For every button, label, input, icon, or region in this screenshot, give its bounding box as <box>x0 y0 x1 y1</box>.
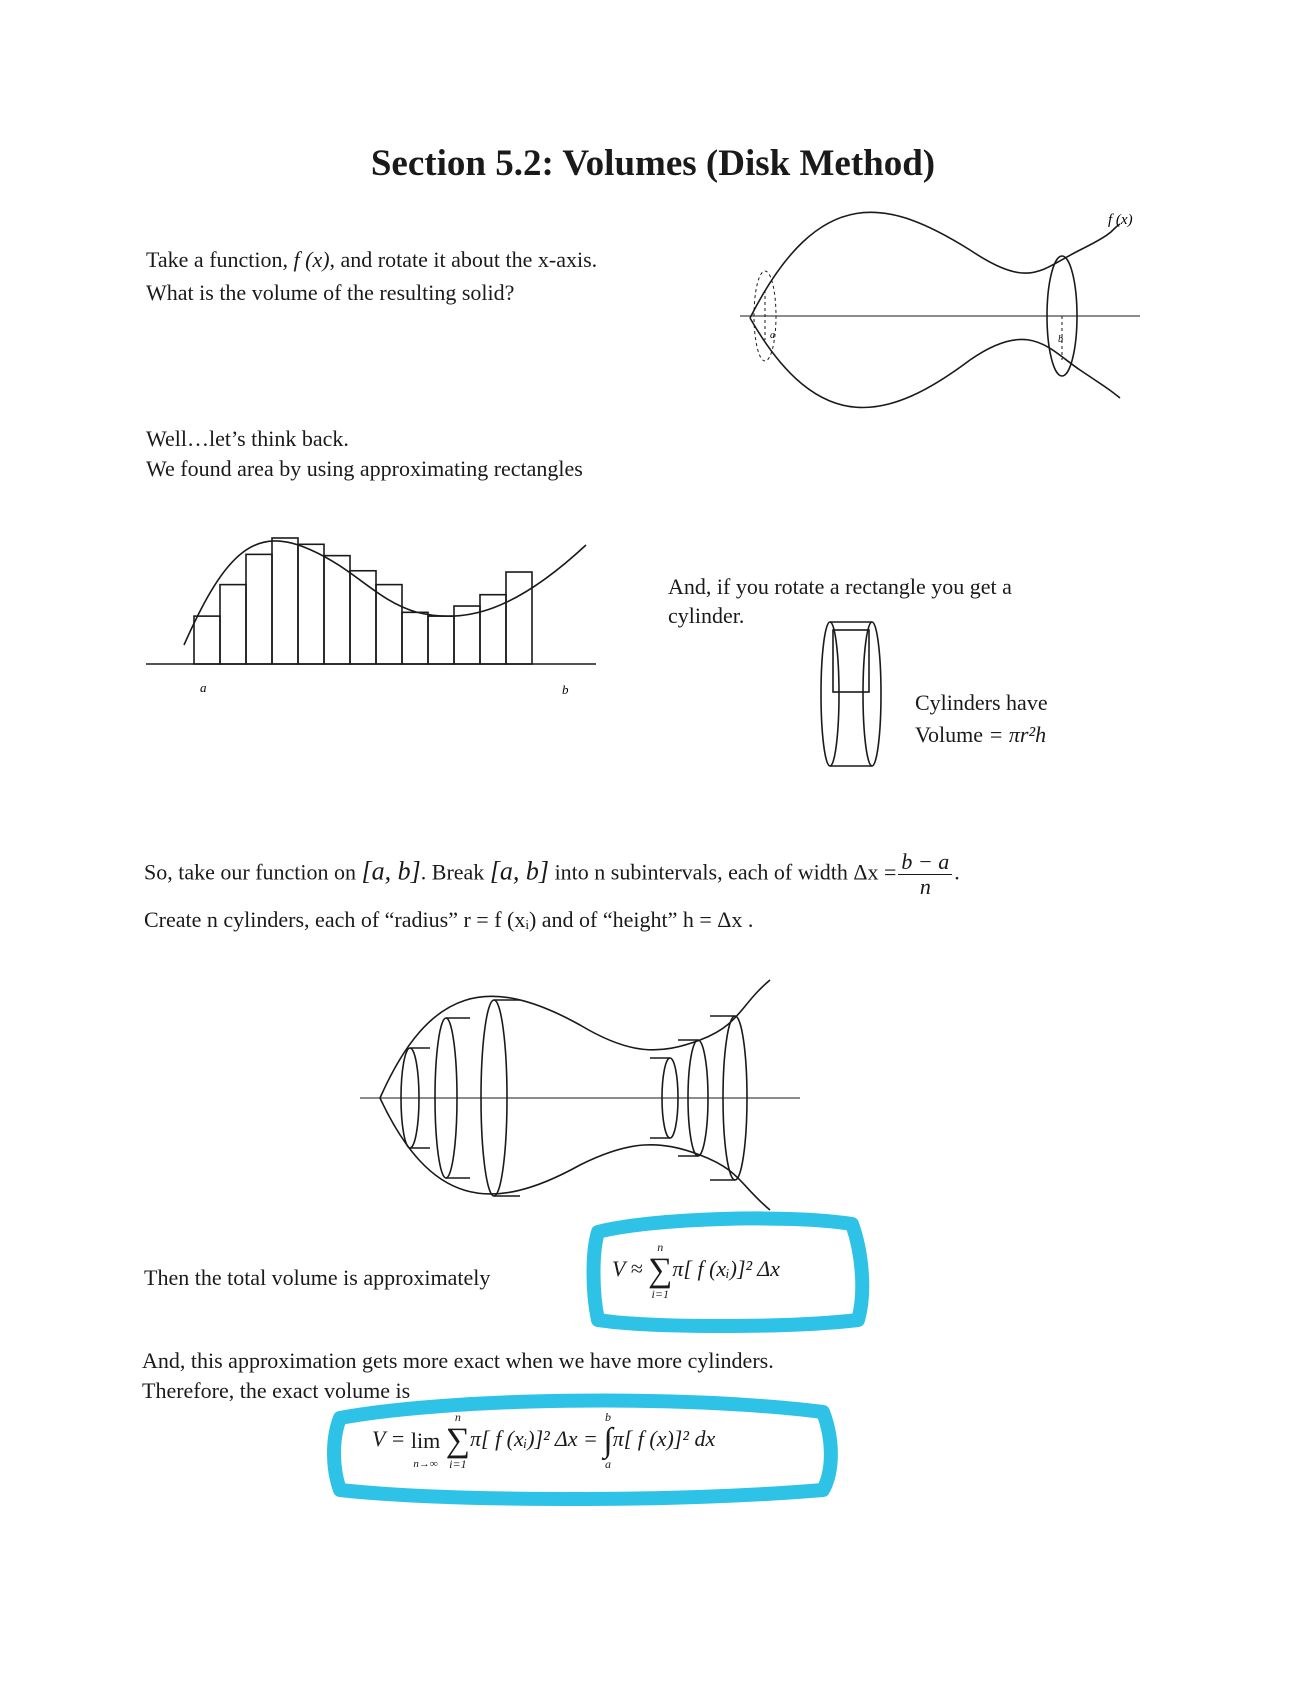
approx-body: π[ f (xᵢ)]² Δx <box>672 1256 780 1282</box>
figure1-a-label: a <box>770 330 775 341</box>
subdivide-line-2: Create n cylinders, each of “radius” r = f (xᵢ) and of “height” h = Δx . <box>144 907 754 932</box>
approx-rectangle <box>350 571 376 664</box>
cylinders-solid-figure <box>360 985 800 1215</box>
rect-a-label: a <box>200 680 207 695</box>
integral-icon: ∫ <box>603 1422 613 1459</box>
approx-rectangle <box>298 544 324 664</box>
exact-lhs: V = <box>372 1426 411 1452</box>
exact-formula <box>372 1410 716 1471</box>
page-title: Section 5.2: Volumes (Disk Method) <box>370 143 936 184</box>
subdivide-part-c: into n subintervals, each of width Δx = <box>549 859 897 885</box>
approx-rectangle <box>324 556 350 664</box>
approx-rectangle <box>402 612 428 664</box>
delta-x-fraction <box>898 850 952 899</box>
exact-sum-lower: i=1 <box>449 1457 467 1471</box>
exact-middle: π[ f (xᵢ)]² Δx = <box>469 1426 604 1452</box>
intro-line-1 <box>146 245 597 275</box>
exact-line-1: And, this approximation gets more exact when we have more cylinders. <box>142 1348 774 1373</box>
int-upper: b <box>605 1410 612 1424</box>
fraction-denominator: n <box>919 874 931 899</box>
intro-fx: f (x) <box>293 247 330 272</box>
cylinder-volume-formula: = πr²h <box>988 722 1047 747</box>
limit <box>410 1428 441 1470</box>
integral <box>603 1410 613 1471</box>
lim-subscript: n→∞ <box>413 1458 438 1470</box>
thinkback-line-1: Well…let’s think back. <box>146 426 349 451</box>
approx-sum-lower: i=1 <box>651 1287 669 1301</box>
approx-formula <box>612 1240 780 1301</box>
interval-ab-1: [a, b] <box>361 856 421 886</box>
approx-rectangle <box>506 572 532 664</box>
int-lower: a <box>605 1457 612 1471</box>
intro-line-2: What is the volume of the resulting solid? <box>146 280 515 305</box>
rotate-line-1: And, if you rotate a rectangle you get a <box>668 574 1012 599</box>
subdivide-line-1 <box>144 850 960 899</box>
figure1-fx-label: f (x) <box>1108 212 1133 228</box>
subdivide-part-b: . Break <box>420 859 490 885</box>
subdivide-part-a: So, take our function on <box>144 859 362 885</box>
approx-rectangle <box>220 585 246 664</box>
lim-text: lim <box>410 1428 441 1453</box>
interval-ab-2: [a, b] <box>489 856 550 886</box>
intro-line-1-post: , and rotate it about the x-axis. <box>329 247 598 272</box>
cylinder-figure <box>818 620 898 780</box>
fraction-numerator: b − a <box>898 850 952 875</box>
approximating-rectangles-figure <box>146 530 606 710</box>
figure1-b-label: b <box>1058 334 1063 345</box>
cylinder-line-1: Cylinders have <box>915 690 1048 715</box>
intro-line-1-pre: Take a function, <box>146 247 294 272</box>
approx-rectangle <box>272 538 298 664</box>
approx-lhs: V ≈ <box>612 1256 643 1282</box>
subdivide-end: . <box>954 859 960 885</box>
approx-sum-upper: n <box>657 1240 664 1254</box>
cylinder-volume-word: Volume <box>915 722 989 747</box>
solid-of-revolution-figure <box>740 210 1160 410</box>
approx-rectangle <box>428 616 454 664</box>
exact-line-2: Therefore, the exact volume is <box>142 1378 411 1403</box>
sigma-icon: ∑ <box>648 1252 673 1289</box>
exact-tail: π[ f (x)]² dx <box>612 1426 716 1452</box>
rect-b-label: b <box>562 682 569 697</box>
approx-rectangle <box>246 554 272 664</box>
approx-rectangle <box>376 585 402 664</box>
sigma-icon: ∑ <box>445 1422 470 1459</box>
exact-sum <box>445 1410 470 1471</box>
cylinder-line-2 <box>915 720 1046 750</box>
approx-sum <box>648 1240 673 1301</box>
rotate-line-2: cylinder. <box>668 603 745 628</box>
approx-rectangle <box>194 616 220 664</box>
thinkback-line-2: We found area by using approximating rectangles <box>146 456 583 481</box>
exact-sum-upper: n <box>454 1410 461 1424</box>
approx-label: Then the total volume is approximately <box>144 1265 491 1290</box>
